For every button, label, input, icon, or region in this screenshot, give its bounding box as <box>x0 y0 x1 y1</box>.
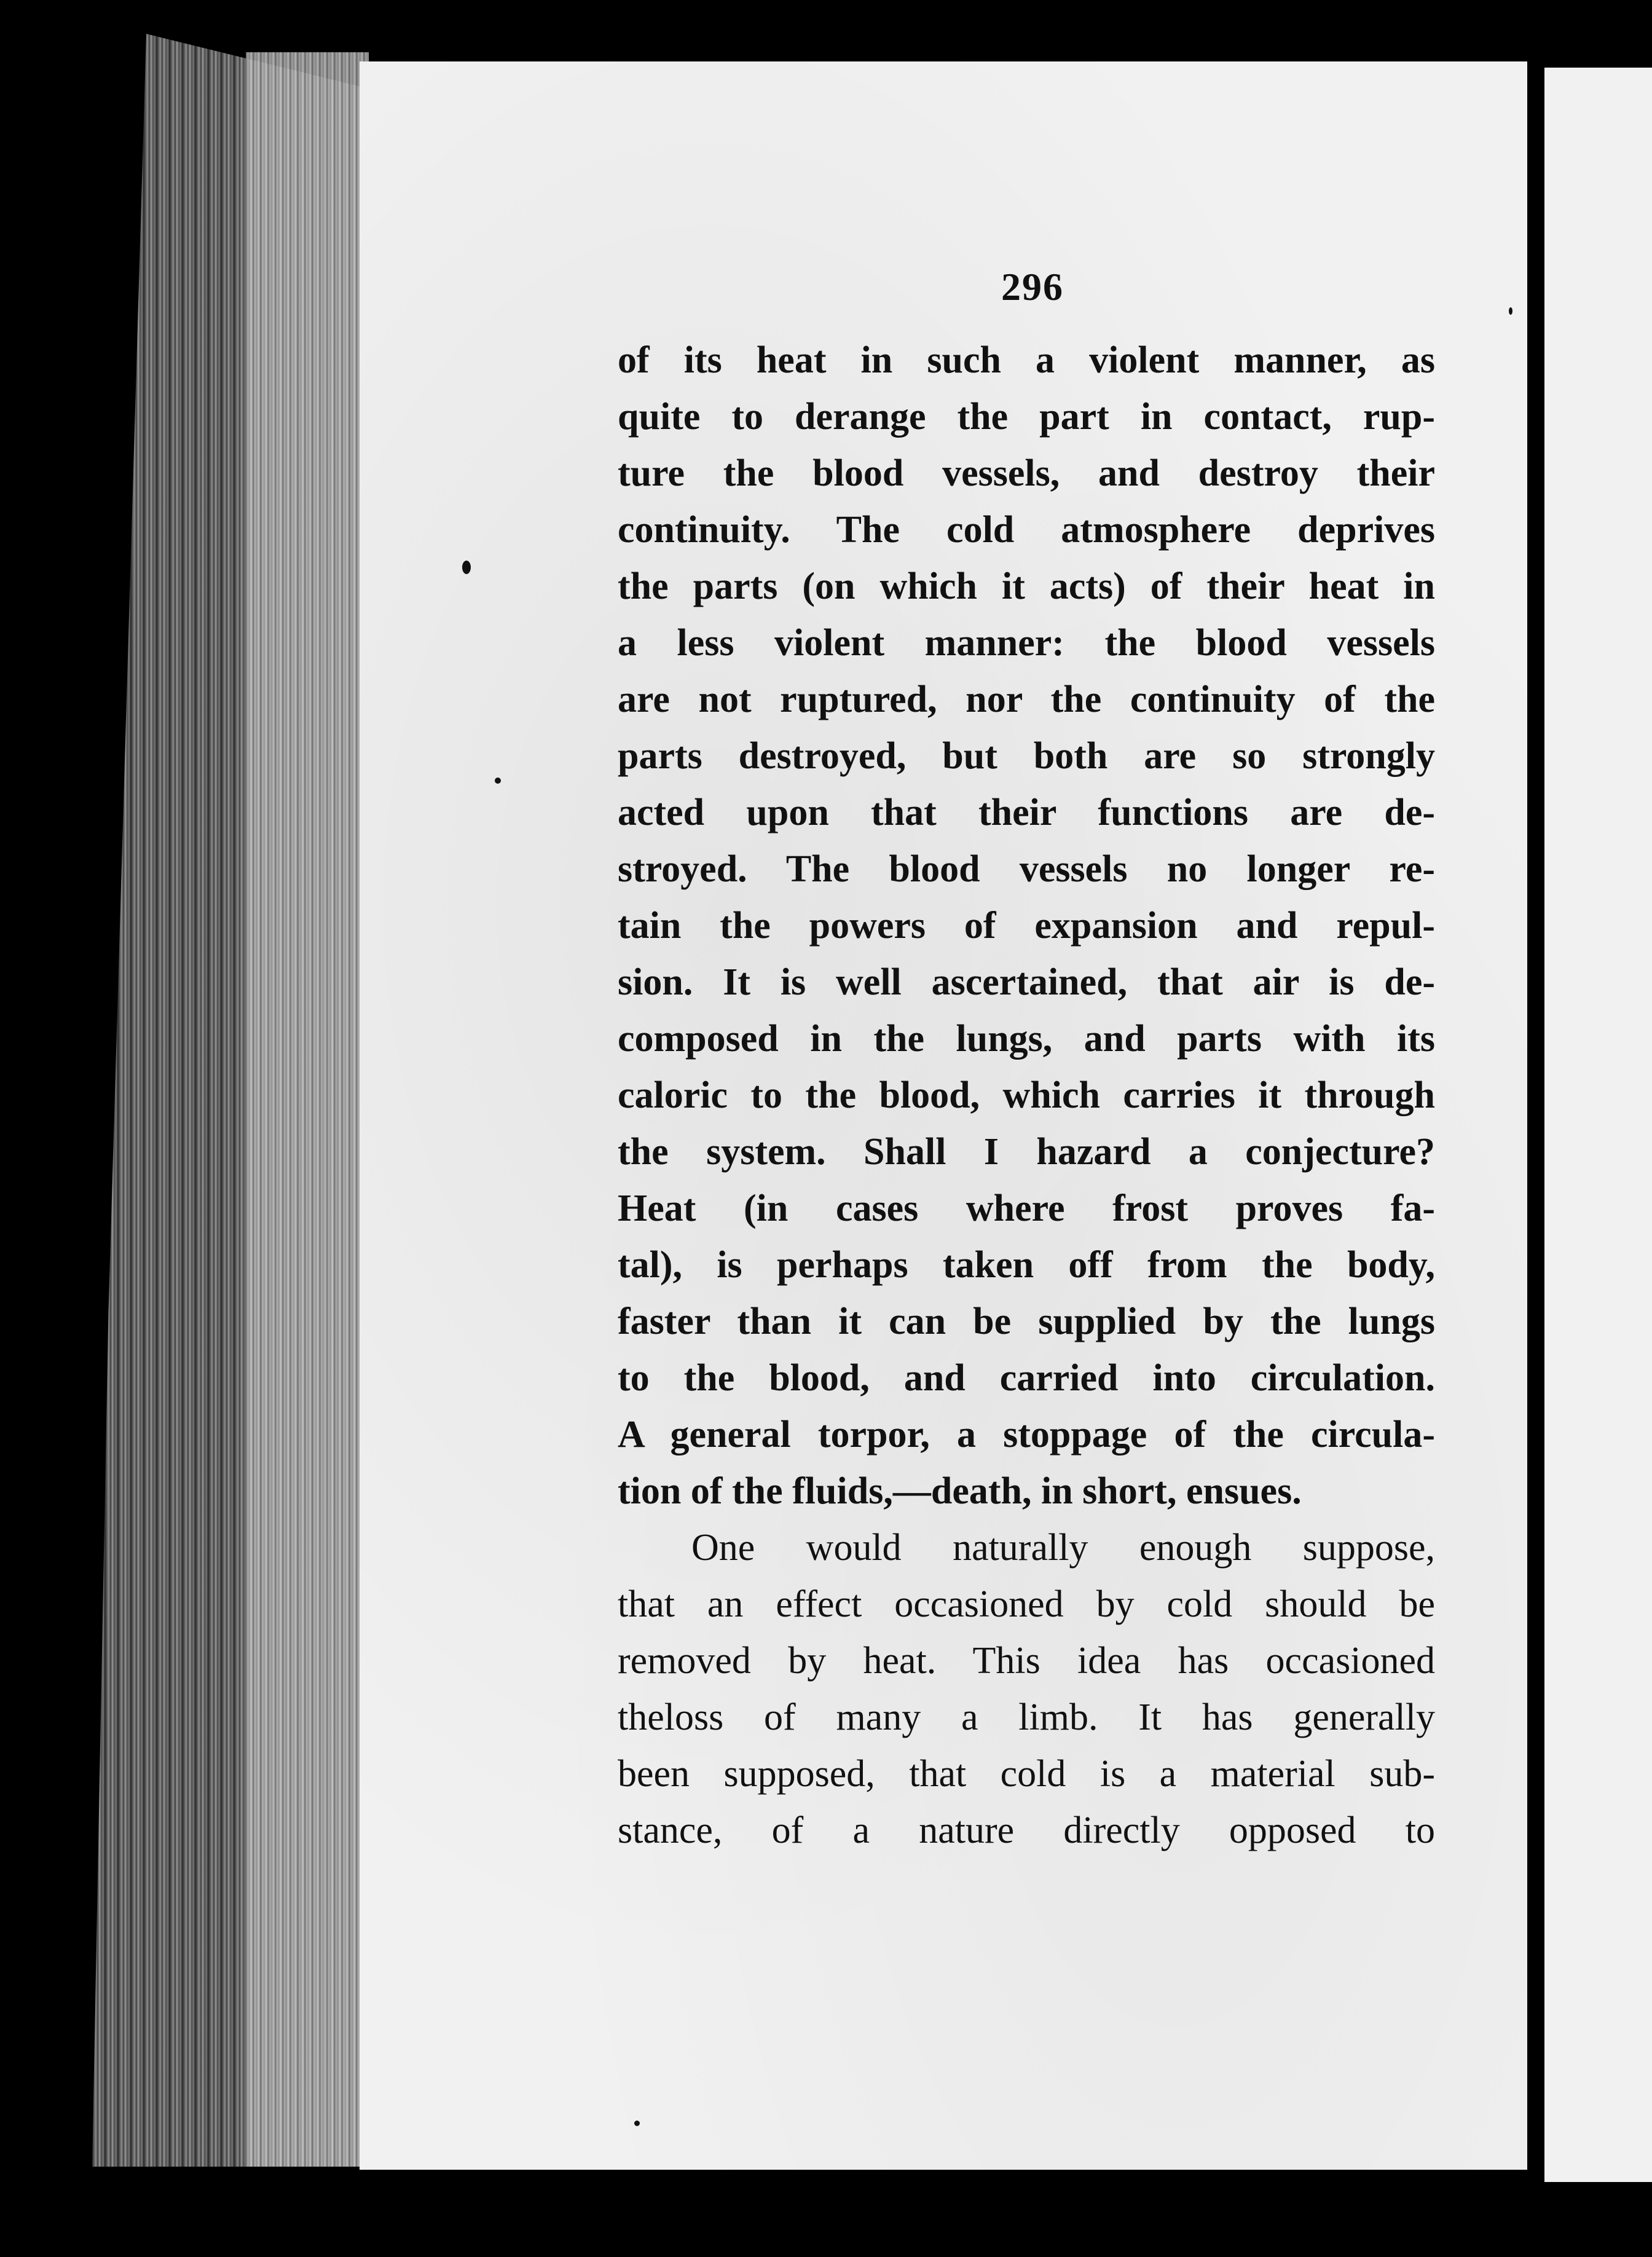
text-line: stance, of a nature directly opposed to <box>618 1810 1435 1851</box>
text-line: Heat (in cases where frost proves fa- <box>618 1188 1435 1229</box>
page-gutter <box>1527 61 1544 2176</box>
text-line: tain the powers of expansion and repul- <box>618 905 1435 947</box>
text-line: been supposed, that cold is a material sub- <box>618 1753 1435 1795</box>
text-line: A general torpor, a stoppage of the circula- <box>618 1414 1435 1455</box>
text-line: composed in the lungs, and parts with its <box>618 1018 1435 1060</box>
text-line: stroyed. The blood vessels no longer re- <box>618 848 1435 890</box>
text-line: tion of the fluids,—death, in short, ensues. <box>618 1470 1302 1512</box>
book-page-stack <box>246 52 369 2167</box>
text-line: sion. It is well ascertained, that air is de- <box>618 961 1435 1003</box>
text-line: theloss of many a limb. It has generally <box>618 1696 1435 1738</box>
page-number: 296 <box>1001 265 1064 309</box>
text-line: tal), is perhaps taken off from the body, <box>618 1244 1435 1286</box>
text-line: of its heat in such a violent manner, as <box>618 339 1435 381</box>
text-line: to the blood, and carried into circulation. <box>618 1357 1435 1399</box>
paragraph-2 <box>618 1519 1435 1859</box>
text-line: are not ruptured, nor the continuity of the <box>618 679 1435 720</box>
text-line: ture the blood vessels, and destroy their <box>618 452 1435 494</box>
text-line: quite to derange the part in contact, rup- <box>618 396 1435 438</box>
text-line: faster than it can be supplied by the lungs <box>618 1301 1435 1342</box>
text-line: removed by heat. This idea has occasioned <box>618 1640 1435 1682</box>
text-line: acted upon that their functions are de- <box>618 792 1435 833</box>
text-line: caloric to the blood, which carries it through <box>618 1074 1435 1116</box>
text-line: the parts (on which it acts) of their heat in <box>618 565 1435 607</box>
text-line: parts destroyed, but both are so strongly <box>618 735 1435 777</box>
facing-page-edge <box>1544 68 1652 2182</box>
text-line: continuity. The cold atmosphere deprives <box>618 509 1435 551</box>
text-line: the system. Shall I hazard a conjecture? <box>618 1131 1435 1173</box>
text-line: that an effect occasioned by cold should be <box>618 1583 1435 1625</box>
text-line: One would naturally enough suppose, <box>691 1527 1435 1569</box>
text-line: a less violent manner: the blood vessels <box>618 622 1435 664</box>
paragraph-1 <box>618 332 1435 1519</box>
